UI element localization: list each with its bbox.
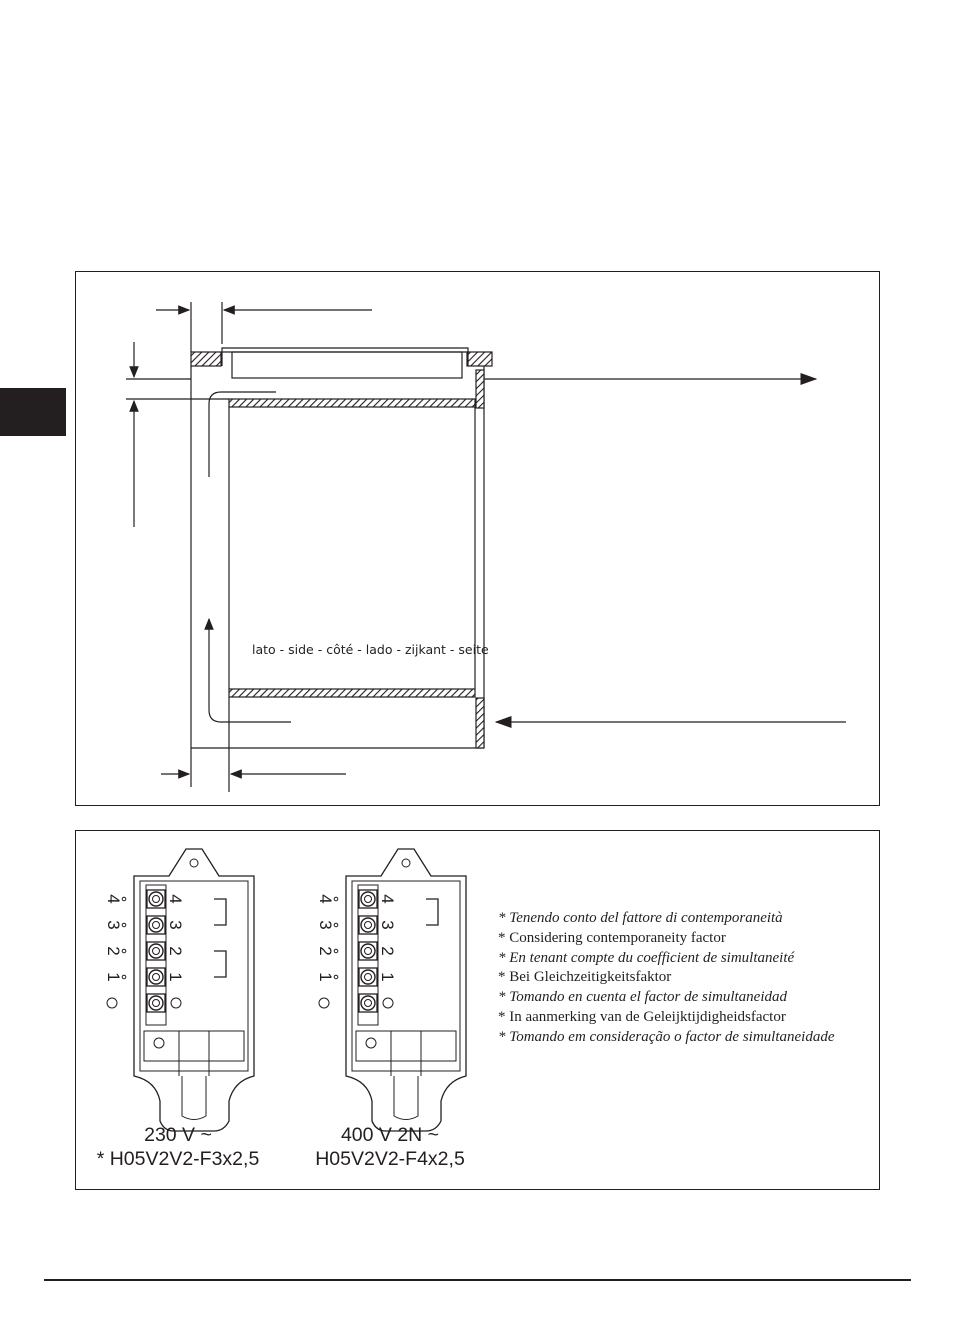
note-fr: * En tenant compte du coefficient de simultaneité (498, 949, 795, 966)
voltage-label: 230 V ~ (144, 1124, 212, 1146)
shelf-bottom (229, 689, 475, 697)
side-label: lato - side - côté - lado - zijkant - seite (252, 642, 489, 657)
worktop-left-section (191, 352, 221, 366)
installation-diagram-panel (75, 271, 880, 806)
terminal-block-right (319, 849, 466, 1131)
footer-rule (44, 1279, 911, 1281)
cable-label: * H05V2V2-F3x2,5 (96, 1148, 260, 1170)
cable-label: H05V2V2-F4x2,5 (315, 1148, 465, 1170)
note-en: * Considering contemporaneity factor (498, 929, 726, 946)
note-it: * Tenendo conto del fattore di contemporaneità (498, 910, 783, 926)
note-pt: * Tomando em consideração o factor de simultaneidade (498, 1028, 835, 1045)
terminal-label-left-3: 3 (104, 920, 123, 930)
airflow-in-arrow (209, 619, 291, 722)
note-nl: * In aanmerking van de Geleijktijdigheidsfactor (498, 1008, 786, 1025)
hob-body (232, 352, 462, 378)
terminal-label-right-2: 2 (316, 946, 335, 956)
contemporaneity-notes (498, 909, 835, 1048)
shelf-top (229, 399, 475, 407)
terminal-label-right-4: 4 (316, 894, 335, 904)
hob-glass-plate (222, 348, 468, 352)
terminal-label-left-4: 4 (104, 894, 123, 904)
terminal-label-right-inner-3: 3 (378, 920, 397, 930)
caption-400v (270, 1123, 510, 1171)
terminal-label-right-3: 3 (316, 920, 335, 930)
terminal-block-left (107, 849, 254, 1131)
terminal-label-left-inner-2: 2 (166, 946, 185, 956)
note-es: * Tomando en cuenta el factor de simultaneidad (498, 989, 787, 1006)
wiring-panel (75, 830, 880, 1190)
page-section-tab (0, 388, 66, 436)
terminal-label-right-inner-4: 4 (378, 894, 397, 904)
rear-vent-bottom (476, 698, 484, 748)
rear-vent-top (476, 370, 484, 408)
terminal-label-right-inner-2: 2 (378, 946, 397, 956)
voltage-label: 400 V 2N ~ (340, 1124, 440, 1146)
caption-230v (58, 1123, 298, 1171)
terminal-label-left-2: 2 (104, 946, 123, 956)
installation-drawing (76, 272, 881, 807)
terminal-label-left-inner-1: 1 (166, 972, 185, 982)
terminal-label-left-inner-4: 4 (166, 894, 185, 904)
terminal-label-right-inner-1: 1 (378, 972, 397, 982)
terminal-label-right-1: 1 (316, 972, 335, 982)
worktop-right-section (467, 352, 492, 366)
note-de: * Bei Gleichzeitigkeitsfaktor (498, 969, 672, 986)
terminal-label-left-1: 1 (104, 972, 123, 982)
terminal-label-left-inner-3: 3 (166, 920, 185, 930)
